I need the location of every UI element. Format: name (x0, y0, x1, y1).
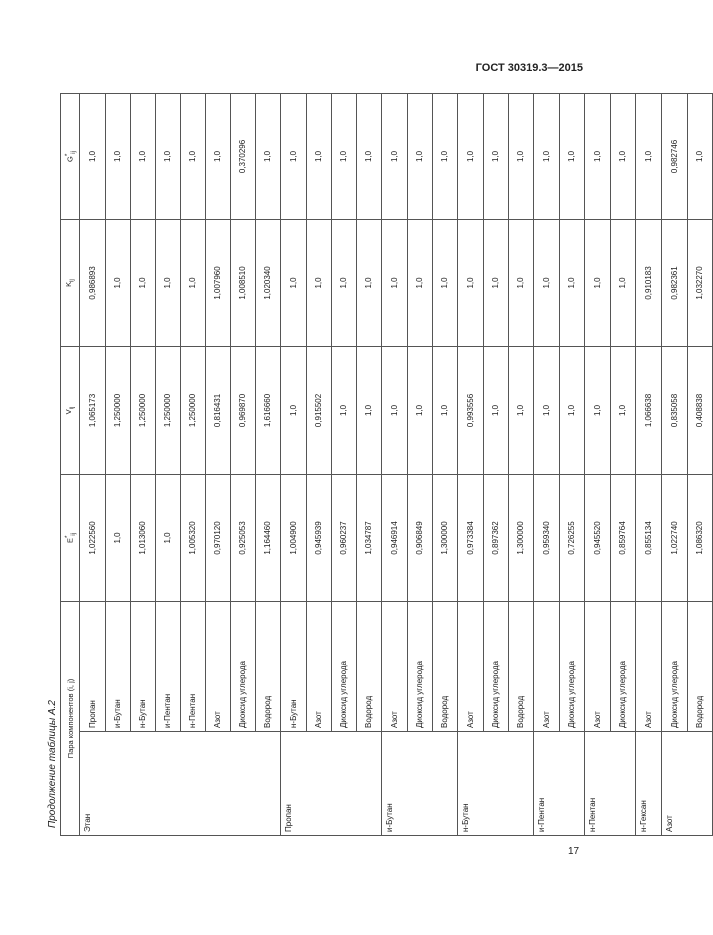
component-j-cell: Азот (585, 601, 611, 731)
header-e: $E^*_{ij}$ (61, 474, 80, 601)
g-value-cell: 1,0 (281, 93, 307, 219)
table-row (534, 93, 560, 835)
e-value-cell: 1,022740 (662, 474, 688, 601)
component-j-cell: Азот (205, 601, 230, 731)
e-value-cell: 0,726255 (559, 474, 585, 601)
e-value-cell: 1,300000 (432, 474, 458, 601)
component-i-cell (180, 732, 205, 836)
v-value-cell: 0,915502 (306, 346, 331, 474)
component-i-cell: Пропан (281, 732, 307, 836)
k-value-cell: 1,0 (610, 219, 636, 346)
component-i-cell (306, 732, 331, 836)
table-row (508, 93, 534, 835)
component-j-cell: Азот (458, 601, 484, 731)
component-j-cell: и-Пентан (155, 601, 180, 731)
g-value-cell: 1,0 (180, 93, 205, 219)
e-value-cell: 1,022560 (80, 474, 106, 601)
component-j-cell: Азот (306, 601, 331, 731)
component-j-cell: Азот (382, 601, 408, 731)
table-caption: Продолжение таблицы А.2 (47, 700, 58, 828)
g-value-cell: 0,982746 (662, 93, 688, 219)
header-pair: Пара компонентов (i, j) (61, 601, 80, 835)
k-value-cell: 0,982361 (662, 219, 688, 346)
table-row (230, 93, 255, 835)
component-i-cell: и-Пентан (534, 732, 560, 836)
component-i-cell (331, 732, 356, 836)
table-row (458, 93, 484, 835)
v-value-cell: 1,0 (382, 346, 408, 474)
k-value-cell: 1,0 (483, 219, 508, 346)
g-value-cell: 1,0 (508, 93, 534, 219)
component-j-cell: Азот (636, 601, 662, 731)
k-value-cell: 0,910183 (636, 219, 662, 346)
table-row (306, 93, 331, 835)
e-value-cell: 0,970120 (205, 474, 230, 601)
v-value-cell: 1,0 (356, 346, 382, 474)
component-j-cell: Диоксид углерода (407, 601, 432, 731)
component-j-cell: Диоксид углерода (559, 601, 585, 731)
standard-header: ГОСТ 30319.3—2015 (475, 62, 583, 74)
e-value-cell: 1,0 (155, 474, 180, 601)
e-value-cell: 0,906849 (407, 474, 432, 601)
e-value-cell: 1,013060 (130, 474, 155, 601)
g-value-cell: 1,0 (407, 93, 432, 219)
component-j-cell: н-Бутан (130, 601, 155, 731)
g-value-cell: 1,0 (80, 93, 106, 219)
page-number: 17 (568, 846, 580, 857)
component-i-cell: и-Бутан (382, 732, 408, 836)
table-body (80, 93, 713, 835)
header-v: $V_{ij}$ (61, 346, 80, 474)
g-value-cell: 1,0 (356, 93, 382, 219)
k-value-cell: 1,0 (180, 219, 205, 346)
component-i-cell (105, 732, 130, 836)
k-value-cell: 1,0 (356, 219, 382, 346)
table-row (255, 93, 281, 835)
v-value-cell: 1,250000 (180, 346, 205, 474)
table-row (559, 93, 585, 835)
component-j-cell: н-Бутан (281, 601, 307, 731)
table-header-row (61, 93, 80, 835)
g-value-cell: 1,0 (585, 93, 611, 219)
v-value-cell: 1,0 (559, 346, 585, 474)
component-j-cell: Водород (432, 601, 458, 731)
k-value-cell: 1,0 (585, 219, 611, 346)
component-i-cell (483, 732, 508, 836)
v-value-cell: 0,993556 (458, 346, 484, 474)
table-row (382, 93, 408, 835)
table-row (130, 93, 155, 835)
e-value-cell: 1,0 (105, 474, 130, 601)
k-value-cell: 1,020340 (255, 219, 281, 346)
e-value-cell: 0,973384 (458, 474, 484, 601)
v-value-cell: 1,0 (331, 346, 356, 474)
component-i-cell (687, 732, 713, 836)
k-value-cell: 1,0 (331, 219, 356, 346)
component-j-cell: Водород (356, 601, 382, 731)
component-i-cell (255, 732, 281, 836)
k-value-cell: 0,986893 (80, 219, 106, 346)
component-i-cell: н-Пентан (585, 732, 611, 836)
e-value-cell: 1,004900 (281, 474, 307, 601)
v-value-cell: 1,250000 (155, 346, 180, 474)
v-value-cell: 1,0 (508, 346, 534, 474)
component-j-cell: Диоксид углерода (331, 601, 356, 731)
component-j-cell: Диоксид углерода (483, 601, 508, 731)
g-value-cell: 1,0 (483, 93, 508, 219)
v-value-cell: 1,0 (483, 346, 508, 474)
e-value-cell: 1,034787 (356, 474, 382, 601)
e-value-cell: 0,945520 (585, 474, 611, 601)
component-i-cell (356, 732, 382, 836)
v-value-cell: 1,616660 (255, 346, 281, 474)
component-j-cell: Водород (508, 601, 534, 731)
v-value-cell: 0,835058 (662, 346, 688, 474)
v-value-cell: 0,969870 (230, 346, 255, 474)
v-value-cell: 0,816431 (205, 346, 230, 474)
g-value-cell: 1,0 (458, 93, 484, 219)
g-value-cell: 1,0 (382, 93, 408, 219)
component-j-cell: Водород (687, 601, 713, 731)
g-value-cell: 1,0 (306, 93, 331, 219)
v-value-cell: 1,0 (610, 346, 636, 474)
k-value-cell: 1,007960 (205, 219, 230, 346)
g-value-cell: 1,0 (559, 93, 585, 219)
v-value-cell: 1,065173 (80, 346, 106, 474)
v-value-cell: 1,0 (407, 346, 432, 474)
component-j-cell: и-Бутан (105, 601, 130, 731)
v-value-cell: 1,066638 (636, 346, 662, 474)
e-value-cell: 0,925053 (230, 474, 255, 601)
table-row (662, 93, 688, 835)
e-value-cell: 0,959340 (534, 474, 560, 601)
table-row (432, 93, 458, 835)
component-i-cell (432, 732, 458, 836)
e-value-cell: 0,960237 (331, 474, 356, 601)
component-i-cell (130, 732, 155, 836)
table-row (105, 93, 130, 835)
e-value-cell: 0,897362 (483, 474, 508, 601)
table-row (281, 93, 307, 835)
component-i-cell: н-Гексан (636, 732, 662, 836)
k-value-cell: 1,0 (458, 219, 484, 346)
component-j-cell: Водород (255, 601, 281, 731)
table-row (205, 93, 230, 835)
k-value-cell: 1,0 (508, 219, 534, 346)
table-row (331, 93, 356, 835)
e-value-cell: 0,945939 (306, 474, 331, 601)
g-value-cell: 1,0 (534, 93, 560, 219)
table-row (80, 93, 106, 835)
v-value-cell: 1,0 (432, 346, 458, 474)
table-row (483, 93, 508, 835)
g-value-cell: 1,0 (331, 93, 356, 219)
e-value-cell: 0,946914 (382, 474, 408, 601)
header-k: $K_{ij}$ (61, 219, 80, 346)
component-i-cell (407, 732, 432, 836)
v-value-cell: 1,250000 (105, 346, 130, 474)
k-value-cell: 1,0 (130, 219, 155, 346)
e-value-cell: 1,164460 (255, 474, 281, 601)
table-row (687, 93, 713, 835)
g-value-cell: 1,0 (255, 93, 281, 219)
g-value-cell: 1,0 (432, 93, 458, 219)
table-row (636, 93, 662, 835)
g-value-cell: 1,0 (205, 93, 230, 219)
component-i-cell (610, 732, 636, 836)
e-value-cell: 0,855134 (636, 474, 662, 601)
table-row (610, 93, 636, 835)
v-value-cell: 0,408838 (687, 346, 713, 474)
table-rotated-container (60, 94, 705, 836)
component-i-cell (155, 732, 180, 836)
component-j-cell: Диоксид углерода (230, 601, 255, 731)
table-row (585, 93, 611, 835)
component-j-cell: Диоксид углерода (610, 601, 636, 731)
k-value-cell: 1,0 (155, 219, 180, 346)
k-value-cell: 1,0 (382, 219, 408, 346)
g-value-cell: 1,0 (130, 93, 155, 219)
k-value-cell: 1,0 (105, 219, 130, 346)
v-value-cell: 1,0 (585, 346, 611, 474)
component-j-cell: Пропан (80, 601, 106, 731)
k-value-cell: 1,0 (534, 219, 560, 346)
component-i-cell (508, 732, 534, 836)
k-value-cell: 1,0 (432, 219, 458, 346)
v-value-cell: 1,0 (281, 346, 307, 474)
e-value-cell: 1,300000 (508, 474, 534, 601)
e-value-cell: 1,005320 (180, 474, 205, 601)
table-row (180, 93, 205, 835)
coefficients-table (60, 93, 713, 836)
component-j-cell: Азот (534, 601, 560, 731)
k-value-cell: 1,0 (559, 219, 585, 346)
component-i-cell: Этан (80, 732, 106, 836)
component-i-cell: н-Бутан (458, 732, 484, 836)
e-value-cell: 1,086320 (687, 474, 713, 601)
component-i-cell (205, 732, 230, 836)
k-value-cell: 1,0 (281, 219, 307, 346)
table-row (155, 93, 180, 835)
g-value-cell: 1,0 (687, 93, 713, 219)
component-j-cell: Диоксид углерода (662, 601, 688, 731)
table-row (356, 93, 382, 835)
header-g: $G^*_{ij}$ (61, 93, 80, 219)
k-value-cell: 1,032270 (687, 219, 713, 346)
g-value-cell: 1,0 (105, 93, 130, 219)
v-value-cell: 1,0 (534, 346, 560, 474)
g-value-cell: 0,370296 (230, 93, 255, 219)
k-value-cell: 1,008510 (230, 219, 255, 346)
component-i-cell: Азот (662, 732, 688, 836)
k-value-cell: 1,0 (306, 219, 331, 346)
v-value-cell: 1,250000 (130, 346, 155, 474)
g-value-cell: 1,0 (155, 93, 180, 219)
g-value-cell: 1,0 (636, 93, 662, 219)
component-i-cell (559, 732, 585, 836)
k-value-cell: 1,0 (407, 219, 432, 346)
table-row (407, 93, 432, 835)
e-value-cell: 0,859764 (610, 474, 636, 601)
component-i-cell (230, 732, 255, 836)
component-j-cell: н-Пентан (180, 601, 205, 731)
g-value-cell: 1,0 (610, 93, 636, 219)
